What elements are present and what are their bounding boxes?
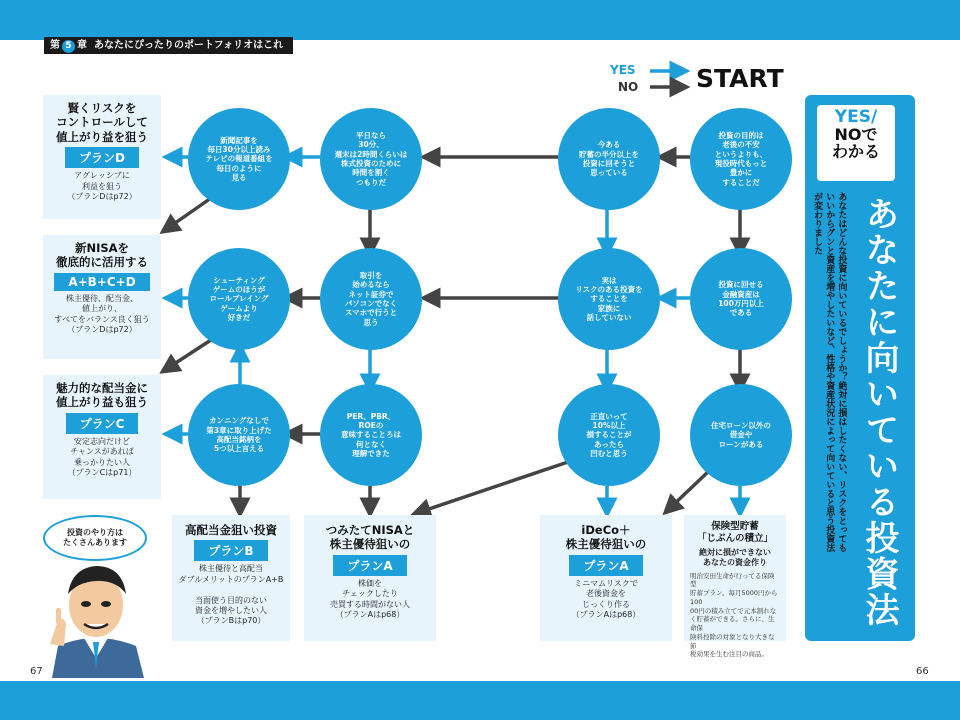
result-plan-d (43, 95, 161, 219)
badge-line1: YES/ (834, 107, 878, 127)
plan-label: プランB (194, 540, 267, 561)
question-c12: カンニングなしで 第3章に取り上げた 高配当銘柄を 5つ以上言える (188, 384, 290, 486)
question-c7: 取引を 始めるなら ネット証券で パソコンでなく スマホで行うと 思う (320, 248, 422, 350)
question-c2: 今ある 貯蓄の半分以上を 投資に回そうと 思っている (558, 108, 660, 210)
question-c5: 投資に回せる 金融資産は 100万円以上 である (690, 248, 792, 350)
chapter-title: あなたにぴったりのポートフォリオはこれ (93, 40, 284, 51)
result-plan-abcd (43, 235, 161, 359)
result-desc: 株主優待と高配当 ダブルメリットのプランA+B 当面使う目的のない 資金を増やしたい人 （プランBはp70） (178, 564, 284, 626)
result-plan-b (172, 515, 290, 641)
chapter-suffix: 章 (77, 40, 87, 51)
question-c3: 平日なら 30分、 週末は2時間くらいは 株式投資のために 時間を割く つもりだ (320, 108, 422, 210)
badge-line2: NOで (834, 124, 878, 144)
result-plan-a-nisa (304, 515, 436, 641)
question-c9: 住宅ローン以外の 借金や ローンがある (690, 384, 792, 486)
result-title: 魅力的な配当金に 値上がり益も狙う (56, 381, 148, 410)
result-desc: 安定志向だけど チャンスがあれば 乗っかりたい人 （プランCはp71） (67, 436, 137, 477)
yes-no-badge (817, 105, 895, 181)
result-title: つみたてNISAと 株主優待狙いの (325, 523, 415, 552)
legend-yes: YES (610, 63, 636, 77)
question-c4: 新聞記事を 毎日30分以上読み テレビの報道番組を 毎日のように 見る (188, 108, 290, 210)
chapter-prefix: 第 (50, 40, 60, 51)
result-title: iDeCo＋ 株主優待狙いの (565, 523, 647, 552)
question-c6: 実は リスクのある投資を することを 家族に 話していない (558, 248, 660, 350)
question-c8: シューティング ゲームのほうが ロールプレイング ゲームより 好きだ (188, 248, 290, 350)
result-savings (684, 515, 786, 659)
result-plan-a-ideco (540, 515, 672, 641)
result-subtitle: 絶対に損ができない あなたの資金作り (699, 547, 771, 568)
advisor-illustration-icon (44, 550, 149, 678)
badge-line3: わかる (831, 141, 880, 161)
result-title: 高配当金狙い投資 (185, 523, 277, 537)
result-desc: 明治安田生命が行ってる保険型 貯蓄プラン。毎月5000円から100 00円の積み立てで元本割れな く貯蓄ができる。さらに、生命保 険料控除の対象となり大きな節 税効果を生む注目の商品。 (690, 571, 778, 659)
result-desc: 株主優待、配当金、 値上がり、 すべてをバランス良く狙う （プランDはp72） (54, 293, 150, 334)
result-desc: アグレッシブに 利益を狙う （プランDはp72） (67, 171, 137, 201)
speech-bubble: 投資のやり方は たくさんあります (43, 515, 147, 561)
page-number-right: 66 (916, 666, 929, 677)
result-desc: ミニマムリスクで 老後資金を じっくり作る （プランAはp68） (571, 578, 641, 619)
start-label: START (696, 64, 784, 93)
page-number-left: 67 (30, 666, 43, 677)
result-plan-c (43, 375, 161, 499)
plan-label: A+B+C+D (54, 273, 149, 291)
side-description: あなたはどんな投資に向いているでしょうか？絶対に損はしたくない、リスクをとってもいいからグンと資産を増やしたいなど、性格や資産状況によって向いていると思う投資法が変わりました (812, 192, 847, 552)
plan-label: プランA (333, 555, 406, 576)
plan-label: プランD (65, 147, 139, 168)
question-c11: PER、PBR、 ROEの 意味することろは 何となく 理解できた (320, 384, 422, 486)
plan-label: プランA (569, 555, 642, 576)
legend-no: NO (618, 80, 639, 94)
result-desc: 株価を チェックしたり 売買する時間がない人 （プランAはp68） (330, 578, 410, 619)
result-title: 保険型貯蓄 「じぶんの積立」 (696, 521, 773, 544)
result-title: 賢くリスクを コントロールして 値上がり益を狙う (56, 101, 148, 144)
side-title: あなたに向いている投資法 (859, 196, 899, 628)
chapter-number: 5 (62, 40, 75, 53)
plan-label: プランC (66, 413, 139, 434)
question-c1: 投資の目的は 老後の不安 というよりも、 現役時代もっと 豊かに することだ (690, 108, 792, 210)
result-title: 新NISAを 徹底的に活用する (56, 241, 148, 270)
question-c10: 正直いって 10%以上 損することが あったら 凹むと思う (558, 384, 660, 486)
